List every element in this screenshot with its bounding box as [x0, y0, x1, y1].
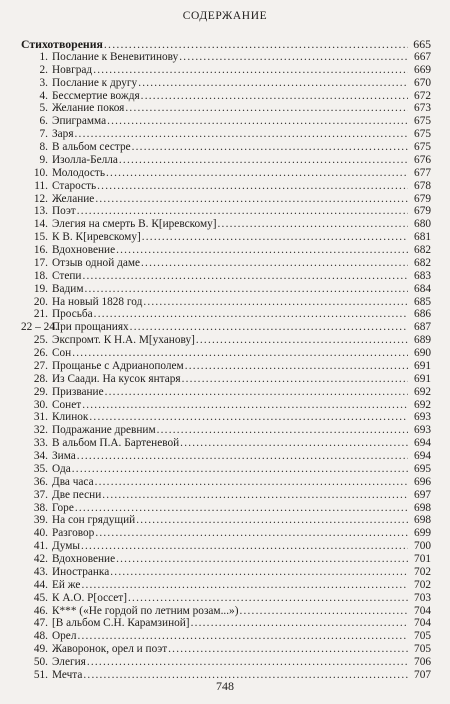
toc-entry-page: 701	[414, 553, 431, 565]
toc-dot-leader	[138, 77, 408, 90]
toc-entry-number: 4.	[39, 89, 48, 102]
toc-entry	[21, 373, 431, 386]
toc-entry-title: Желание покоя	[52, 102, 125, 115]
toc-entry-number: 30.	[33, 398, 48, 411]
toc-entry-number: 11.	[34, 179, 48, 192]
toc-entry	[21, 489, 431, 502]
toc-entry-number: 17.	[33, 256, 48, 269]
toc-entry-number: 44.	[33, 578, 48, 591]
toc-entry-page: 694	[414, 450, 431, 462]
toc-entry-title: Сонет	[52, 398, 82, 411]
toc-entry-number: 26.	[33, 347, 48, 359]
toc-entry	[21, 64, 431, 77]
toc-entry	[21, 308, 431, 321]
page-number: 748	[216, 679, 234, 693]
toc-entry-title: Вдохновение	[52, 553, 116, 565]
toc-entry	[21, 90, 431, 103]
toc-entry-number: 18.	[33, 269, 48, 282]
toc-entry	[21, 77, 431, 90]
toc-entry-number: 36.	[33, 475, 48, 488]
toc-dot-leader	[116, 553, 408, 566]
toc-entry-page: 669	[414, 63, 431, 76]
toc-entry	[21, 463, 431, 476]
toc-entry	[21, 347, 431, 360]
toc-entry-title: Молодость	[52, 166, 106, 179]
toc-entry	[21, 102, 431, 115]
toc-entry	[21, 579, 431, 592]
toc-entry-page: 680	[414, 218, 431, 231]
toc-dot-leader	[102, 489, 408, 502]
toc-entry-title: Эпиграмма	[52, 115, 107, 128]
toc-entry-page: 682	[414, 256, 431, 269]
toc-entry-page: 696	[414, 475, 431, 488]
toc-dot-leader	[77, 630, 408, 643]
toc-entry-number: 46.	[33, 604, 48, 617]
toc-dot-leader	[116, 244, 408, 257]
toc-entry-number: 25.	[33, 334, 48, 347]
toc-entry-title: Заря	[52, 128, 74, 141]
toc-entry-number: 35.	[33, 462, 48, 475]
toc-entry-page: 694	[414, 437, 431, 450]
toc-entry-page: 687	[414, 321, 431, 334]
toc-entry-page: 699	[414, 527, 431, 540]
toc-dot-leader	[95, 476, 408, 489]
toc-entry	[21, 270, 431, 283]
page-header: СОДЕРЖАНИЕ	[182, 10, 268, 22]
toc-entry-title: К В. К[иревскому]	[52, 231, 141, 244]
toc-entry-title: Зима	[52, 450, 76, 462]
toc-entry	[21, 193, 431, 206]
toc-entry-title: Отзыв одной даме	[52, 256, 141, 269]
toc-dot-leader	[136, 514, 408, 527]
toc-dot-leader	[157, 424, 408, 437]
toc-entry-number: 1.	[39, 50, 48, 63]
toc-entry-title: На новый 1828 год	[52, 295, 143, 308]
toc-entry	[21, 527, 431, 540]
toc-entry-page: 679	[414, 205, 431, 218]
toc-dot-leader	[141, 90, 408, 103]
toc-entry-page: 700	[414, 540, 431, 553]
toc-entry-page: 679	[414, 192, 431, 205]
toc-entry-title: Жаворонок, орел и поэт	[52, 643, 168, 656]
toc-entry-title: Прощанье с Адрианополем	[52, 359, 184, 372]
toc-entry-number: 27.	[33, 359, 48, 372]
toc-entry	[21, 424, 431, 437]
toc-entry-title: Послание к Веневитинову	[52, 50, 179, 63]
toc-dot-leader	[180, 437, 408, 450]
toc-dot-leader	[93, 64, 408, 77]
toc-entry	[21, 540, 431, 553]
toc-entry-number: 28.	[33, 372, 48, 385]
toc-entry	[21, 205, 431, 218]
toc-entry	[21, 566, 431, 579]
toc-entry-title: Новград	[52, 63, 93, 76]
toc-dot-leader	[77, 205, 408, 218]
toc-dot-leader	[168, 643, 408, 656]
toc-entry-number: 22 – 24.	[21, 321, 58, 334]
toc-entry-page: 702	[414, 565, 431, 578]
toc-entry-title: Орел	[52, 630, 77, 643]
toc-entry-title: Ода	[52, 462, 71, 475]
toc-dot-leader	[82, 270, 408, 283]
toc-entry-title: В альбом сестре	[52, 141, 131, 153]
toc-dot-leader	[97, 180, 408, 193]
toc-dot-leader	[72, 347, 408, 360]
toc-entry	[21, 51, 431, 64]
toc-dot-leader	[196, 334, 408, 347]
toc-entry-page: 692	[414, 385, 431, 398]
toc-entry-page: 707	[414, 668, 431, 681]
toc-entry-page: 693	[414, 411, 431, 424]
toc-dot-leader	[110, 566, 408, 579]
toc-entry-title: В альбом П.А. Бартеневой	[52, 437, 180, 450]
toc-entry-page: 703	[414, 591, 431, 604]
toc-dot-leader	[141, 257, 408, 270]
toc-dot-leader	[218, 218, 408, 231]
toc-entry-title: Сон	[52, 347, 72, 359]
toc-entry	[21, 450, 431, 463]
toc-entry-title: Горе	[52, 501, 74, 514]
toc-entry	[21, 630, 431, 643]
toc-dot-leader	[94, 308, 408, 321]
toc-entry-page: 698	[414, 514, 431, 527]
toc-entry-number: 38.	[33, 501, 48, 514]
toc-entry	[21, 296, 431, 309]
toc-dot-leader	[87, 656, 408, 669]
toc-dot-leader	[85, 283, 409, 296]
toc-entry-page: 690	[414, 347, 431, 359]
toc-entry-title: Элегия на смерть В. К[иревскому]	[52, 218, 217, 231]
toc-entry-page: 681	[414, 231, 431, 244]
toc-entry-number: 47.	[33, 617, 48, 630]
toc-entry-number: 20.	[33, 295, 48, 308]
toc-entry-page: 695	[414, 462, 431, 475]
toc-entry-title: К*** («Не гордой по летним розам...»)	[52, 604, 239, 617]
toc-entry-page: 705	[414, 630, 431, 643]
toc-entry-title: Послание к другу	[52, 76, 138, 89]
toc-entry-title: Разговор	[52, 527, 95, 540]
toc-entry-title: Ей же	[52, 578, 81, 591]
toc-entry	[21, 115, 431, 128]
toc-entry-title: Подражание древним	[52, 424, 156, 437]
toc-entry-page: 693	[414, 424, 431, 437]
toc-entry	[21, 167, 431, 180]
toc-entry-title: Просьба	[52, 308, 93, 321]
toc-entry-number: 10.	[33, 166, 48, 179]
toc-entry	[21, 553, 431, 566]
toc-dot-leader	[130, 321, 408, 334]
toc-entry	[21, 231, 431, 244]
toc-entry	[21, 617, 431, 630]
toc-entry-page: 691	[414, 372, 431, 385]
toc-entry-number: 6.	[39, 115, 48, 128]
toc-entry	[21, 411, 431, 424]
toc-entry-number: 14.	[33, 218, 48, 231]
toc-entry-page: 682	[414, 244, 431, 256]
table-of-contents	[21, 38, 431, 682]
toc-entry-title: Степи	[52, 269, 82, 282]
toc-dot-leader	[82, 399, 408, 412]
toc-entry-page: 684	[414, 282, 431, 295]
toc-entry-number: 19.	[33, 282, 48, 295]
toc-entry-title: Бессмертие вождя	[52, 89, 140, 102]
toc-entry	[21, 656, 431, 669]
toc-entry	[21, 283, 431, 296]
toc-entry-title: Желание	[52, 192, 95, 205]
toc-entry-title: При прощаниях	[52, 321, 129, 334]
toc-entry-page: 670	[414, 76, 431, 89]
toc-entry	[21, 437, 431, 450]
toc-entry-number: 49.	[33, 643, 48, 656]
toc-dot-leader	[191, 617, 408, 630]
toc-entry-page: 704	[414, 617, 431, 630]
toc-entry-title: [В альбом С.Н. Карамзиной]	[52, 617, 190, 630]
toc-entry	[21, 476, 431, 489]
toc-entry-title: Клинок	[52, 411, 89, 424]
toc-entry-number: 21.	[33, 308, 48, 321]
toc-entry	[21, 321, 431, 334]
toc-entry-number: 8.	[39, 141, 48, 153]
toc-entry-page: 672	[414, 89, 431, 102]
toc-entry	[21, 334, 431, 347]
toc-entry	[21, 154, 431, 167]
toc-entry-title: Вдохновение	[52, 244, 116, 256]
toc-entry-page: 685	[414, 295, 431, 308]
toc-entry-page: 676	[414, 153, 431, 166]
toc-entry-number: 5.	[39, 102, 48, 115]
toc-entry-title: Мечта	[52, 668, 83, 681]
toc-entry-page: 702	[414, 578, 431, 591]
toc-entry-page: 705	[414, 643, 431, 656]
toc-entry-number: 12.	[33, 192, 48, 205]
toc-entry-title: Поэт	[52, 205, 76, 218]
toc-entry-number: 37.	[33, 488, 48, 501]
toc-entry-number: 9.	[39, 153, 48, 166]
toc-entry-title: Думы	[52, 540, 80, 553]
toc-entry-page: 697	[414, 488, 431, 501]
toc-entry	[21, 605, 431, 618]
toc-entry-page: 683	[414, 269, 431, 282]
toc-entry-number: 3.	[39, 76, 48, 89]
toc-dot-leader	[179, 51, 408, 64]
toc-section-heading	[21, 38, 431, 51]
toc-dot-leader	[104, 38, 408, 51]
toc-entry-number: 50.	[33, 656, 48, 668]
toc-entry	[21, 180, 431, 193]
toc-dot-leader	[75, 128, 408, 141]
toc-entry-number: 13.	[33, 205, 48, 218]
toc-entry-page: 698	[414, 501, 431, 514]
toc-dot-leader	[95, 527, 408, 540]
toc-dot-leader	[142, 231, 408, 244]
toc-entry	[21, 141, 431, 154]
toc-entry-number: 2.	[39, 63, 48, 76]
toc-entry-page: 704	[414, 604, 431, 617]
toc-entry-number: 15.	[33, 231, 48, 244]
toc-entry-page: 673	[414, 102, 431, 115]
toc-entry-number: 39.	[33, 514, 48, 527]
toc-dot-leader	[106, 167, 408, 180]
toc-entry-number: 32.	[33, 424, 48, 437]
toc-dot-leader	[75, 502, 408, 515]
toc-section-page: 665	[413, 37, 431, 51]
toc-dot-leader	[119, 154, 408, 167]
toc-section-title: Стихотворения	[21, 37, 103, 51]
toc-entry-title: К А.О. Р[оссет]	[52, 591, 128, 604]
toc-entry-title: Две песни	[52, 488, 102, 501]
toc-entries	[21, 51, 431, 682]
toc-dot-leader	[107, 115, 408, 128]
toc-entry	[21, 218, 431, 231]
toc-entry-number: 31.	[33, 411, 48, 424]
toc-entry-page: 706	[414, 656, 431, 668]
toc-entry	[21, 502, 431, 515]
toc-dot-leader	[132, 141, 408, 154]
toc-entry-page: 675	[414, 115, 431, 128]
toc-entry-page: 678	[414, 179, 431, 192]
toc-entry-page: 675	[414, 141, 431, 153]
toc-entry-number: 33.	[33, 437, 48, 450]
toc-entry-title: Иностранка	[52, 565, 110, 578]
toc-dot-leader	[81, 579, 408, 592]
toc-entry-page: 692	[414, 398, 431, 411]
toc-entry-title: Изолла-Белла	[52, 153, 118, 166]
toc-entry-number: 42.	[33, 553, 48, 565]
toc-entry	[21, 244, 431, 257]
toc-entry	[21, 386, 431, 399]
toc-dot-leader	[185, 360, 408, 373]
toc-entry-title: Из Саади. На кусок янтаря	[52, 372, 181, 385]
toc-entry	[21, 399, 431, 412]
toc-dot-leader	[89, 411, 408, 424]
toc-entry	[21, 257, 431, 270]
toc-entry-number: 29.	[33, 385, 48, 398]
toc-entry-title: Экспромт. К Н.А. М[уханову]	[52, 334, 195, 347]
toc-entry-page: 686	[414, 308, 431, 321]
toc-entry	[21, 128, 431, 141]
toc-dot-leader	[125, 102, 408, 115]
toc-dot-leader	[72, 463, 408, 476]
toc-dot-leader	[105, 386, 408, 399]
toc-entry-title: На сон грядущий	[52, 514, 136, 527]
toc-entry-number: 40.	[33, 527, 48, 540]
toc-entry-number: 45.	[33, 591, 48, 604]
toc-entry-title: Призвание	[52, 385, 104, 398]
toc-entry-page: 667	[414, 50, 431, 63]
toc-entry	[21, 360, 431, 373]
toc-entry-title: Два часа	[52, 475, 94, 488]
toc-entry-page: 677	[414, 166, 431, 179]
toc-entry-number: 41.	[33, 540, 48, 553]
toc-entry-number: 16.	[33, 244, 48, 256]
toc-entry-title: Вадим	[52, 282, 84, 295]
toc-entry-page: 691	[414, 359, 431, 372]
toc-entry	[21, 514, 431, 527]
toc-entry-number: 51.	[33, 668, 48, 681]
toc-dot-leader	[128, 592, 408, 605]
toc-dot-leader	[182, 373, 408, 386]
toc-entry-number: 48.	[33, 630, 48, 643]
toc-entry-number: 43.	[33, 565, 48, 578]
toc-entry-page: 689	[414, 334, 431, 347]
toc-dot-leader	[143, 296, 408, 309]
toc-dot-leader	[81, 540, 408, 553]
toc-entry-number: 34.	[33, 450, 48, 462]
toc-entry-page: 675	[414, 128, 431, 141]
toc-entry	[21, 643, 431, 656]
toc-dot-leader	[77, 450, 408, 463]
toc-entry-title: Старость	[52, 179, 97, 192]
toc-dot-leader	[239, 605, 408, 618]
toc-entry-title: Элегия	[52, 656, 86, 668]
toc-entry	[21, 592, 431, 605]
toc-entry-number: 7.	[39, 128, 48, 141]
toc-dot-leader	[95, 193, 408, 206]
